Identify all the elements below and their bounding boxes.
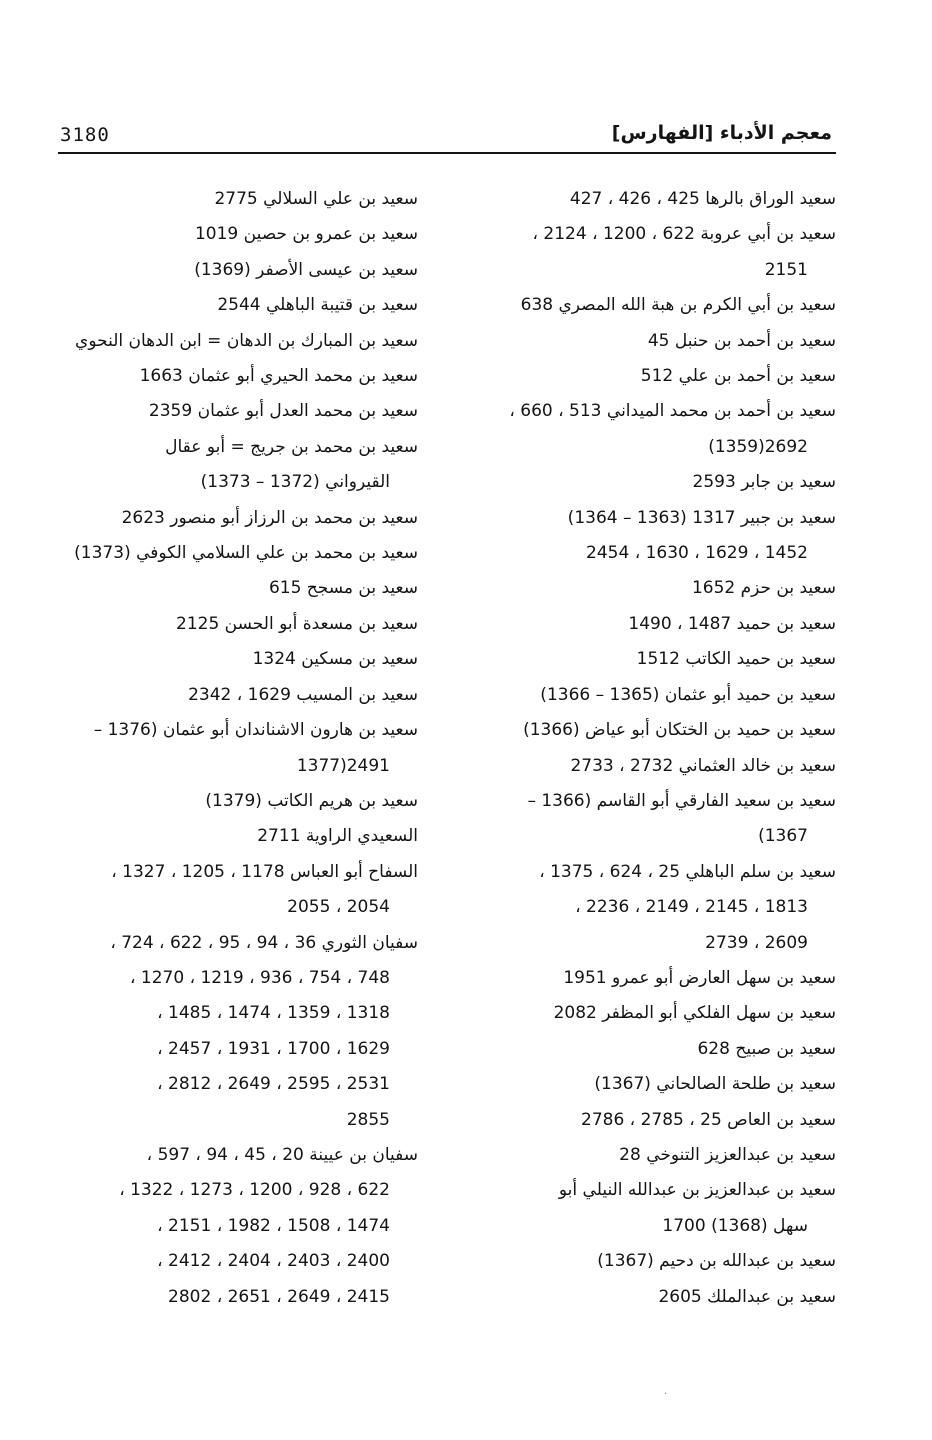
index-entry: سعيد بن عبدالملك 2605 [658, 1286, 836, 1307]
index-entry: سعيد بن مسجح 615 [268, 578, 418, 599]
index-entry-continuation: 2400 ، 2403 ، 2404 ، 2412 ، [157, 1251, 390, 1272]
index-entry: سعيد بن المبارك بن الدهان = ابن الدهان النحوي [75, 330, 418, 351]
index-entry-continuation: 2415 ، 2649 ، 2651 ، 2802 [168, 1286, 390, 1307]
index-entry-continuation: 2054 ، 2055 [287, 897, 390, 918]
index-entry: سعيد بن عبدالعزيز بن عبدالله النيلي أبو [558, 1180, 836, 1201]
index-entry-continuation: القيرواني (1372 – 1373) [200, 472, 390, 493]
index-entry-continuation: 2491(1377 [296, 755, 390, 776]
index-entry: سعيد بن حميد 1487 ، 1490 [628, 613, 836, 634]
index-entry-continuation: 1367) [758, 826, 808, 847]
index-entry-continuation: 2692(1359) [708, 436, 808, 457]
index-entry: سعيد بن أحمد بن علي 512 [640, 366, 836, 387]
index-entry: سعيد بن أحمد بن حنبل 45 [647, 330, 836, 351]
index-entry-continuation: 1629 ، 1700 ، 1931 ، 2457 ، [157, 1038, 390, 1059]
index-entry: سفيان بن عيينة 20 ، 45 ، 94 ، 597 ، [146, 1144, 418, 1165]
index-entry-continuation: 1813 ، 2145 ، 2149 ، 2236 ، [575, 897, 808, 918]
index-entry-continuation: 2151 [764, 259, 808, 280]
index-entry: سعيد بن مسعدة أبو الحسن 2125 [176, 613, 418, 634]
index-entry: سعيد بن أبي الكرم بن هبة الله المصري 638 [520, 295, 836, 316]
index-entry: سعيد بن سلم الباهلي 25 ، 624 ، 1375 ، [539, 861, 836, 882]
footer-mark: . [664, 1386, 668, 1397]
index-entry: سفيان الثوري 36 ، 94 ، 95 ، 622 ، 724 ، [110, 932, 418, 953]
index-entry: سعيد بن صبيح 628 [697, 1038, 836, 1059]
index-entry: سعيد بن سهل العارض أبو عمرو 1951 [563, 967, 836, 988]
running-title: معجم الأدباء [الفهارس] [611, 122, 832, 144]
index-entry: سعيد بن حميد أبو عثمان (1365 – 1366) [540, 684, 836, 705]
index-entry: سعيد بن حميد الكاتب 1512 [636, 649, 836, 670]
index-entry: سعيد بن طلحة الصالحاني (1367) [594, 1074, 836, 1095]
index-entry: السعيدي الراوية 2711 [257, 826, 418, 847]
index-entry: سعيد بن أحمد بن محمد الميداني 513 ، 660 ، [509, 401, 836, 422]
index-entry: سعيد بن عبدالله بن دحيم (1367) [597, 1251, 836, 1272]
index-entry: سعيد بن محمد بن جريج = أبو عقال [165, 436, 418, 457]
index-entry-continuation: 1452 ، 1629 ، 1630 ، 2454 [586, 543, 808, 564]
index-entry: سعيد بن حميد بن الختكان أبو عياض (1366) [523, 720, 836, 741]
index-entry: سعيد بن محمد بن علي السلامي الكوفي (1373) [74, 543, 418, 564]
index-entry-continuation: 2531 ، 2595 ، 2649 ، 2812 ، [157, 1074, 390, 1095]
index-entry: سعيد بن خالد العثماني 2732 ، 2733 [570, 755, 836, 776]
index-entry: سعيد بن جبير 1317 (1363 – 1364) [567, 507, 836, 528]
index-entry: سعيد بن جابر 2593 [692, 472, 836, 493]
index-entry-continuation: 1318 ، 1359 ، 1474 ، 1485 ، [157, 1003, 390, 1024]
index-entry: سعيد بن عمرو بن حصين 1019 [194, 224, 418, 245]
index-entry: سعيد بن عبدالعزيز التنوخي 28 [619, 1144, 836, 1165]
index-entry: سعيد بن محمد بن الرزاز أبو منصور 2623 [121, 507, 418, 528]
index-entry: سعيد بن حزم 1652 [691, 578, 836, 599]
index-entry-continuation: 622 ، 928 ، 1200 ، 1273 ، 1322 ، [119, 1180, 390, 1201]
index-entry: سعيد بن سعيد الفارقي أبو القاسم (1366 – [527, 790, 836, 811]
index-entry-continuation: 2855 [346, 1109, 390, 1130]
index-entry: سعيد بن محمد الحيري أبو عثمان 1663 [139, 366, 418, 387]
index-entry: سعيد بن سهل الفلكي أبو المظفر 2082 [553, 1003, 836, 1024]
index-entry: سعيد الوراق بالرها 425 ، 426 ، 427 [569, 189, 836, 209]
index-entry: سعيد بن المسيب 1629 ، 2342 [188, 684, 418, 705]
index-column-right [460, 182, 836, 1315]
page-number: 3180 [60, 124, 110, 146]
index-entry: سعيد بن العاص 25 ، 2785 ، 2786 [581, 1109, 836, 1130]
index-column-left [52, 182, 418, 1315]
index-entry: سعيد بن محمد العدل أبو عثمان 2359 [148, 401, 418, 422]
index-entry-continuation: سهل (1368) 1700 [662, 1215, 808, 1236]
index-entry: سعيد بن هارون الاشناندان أبو عثمان (1376 – [93, 720, 418, 741]
index-entry: السفاح أبو العباس 1178 ، 1205 ، 1327 ، [111, 861, 418, 882]
index-entry: سعيد بن هريم الكاتب (1379) [205, 790, 418, 811]
index-entry: سعيد بن مسكين 1324 [252, 649, 418, 670]
index-entry: سعيد بن علي السلالي 2775 [214, 189, 418, 209]
index-entry-continuation: 2609 ، 2739 [705, 932, 808, 953]
index-entry-continuation: 748 ، 754 ، 936 ، 1219 ، 1270 ، [130, 967, 390, 988]
index-entry: سعيد بن أبي عروبة 622 ، 1200 ، 2124 ، [532, 224, 836, 245]
index-entry: سعيد بن قتيبة الباهلي 2544 [217, 295, 418, 316]
index-entry-continuation: 1474 ، 1508 ، 1982 ، 2151 ، [157, 1215, 390, 1236]
index-entry: سعيد بن عيسى الأصفر (1369) [194, 259, 418, 280]
header-divider [58, 152, 836, 154]
